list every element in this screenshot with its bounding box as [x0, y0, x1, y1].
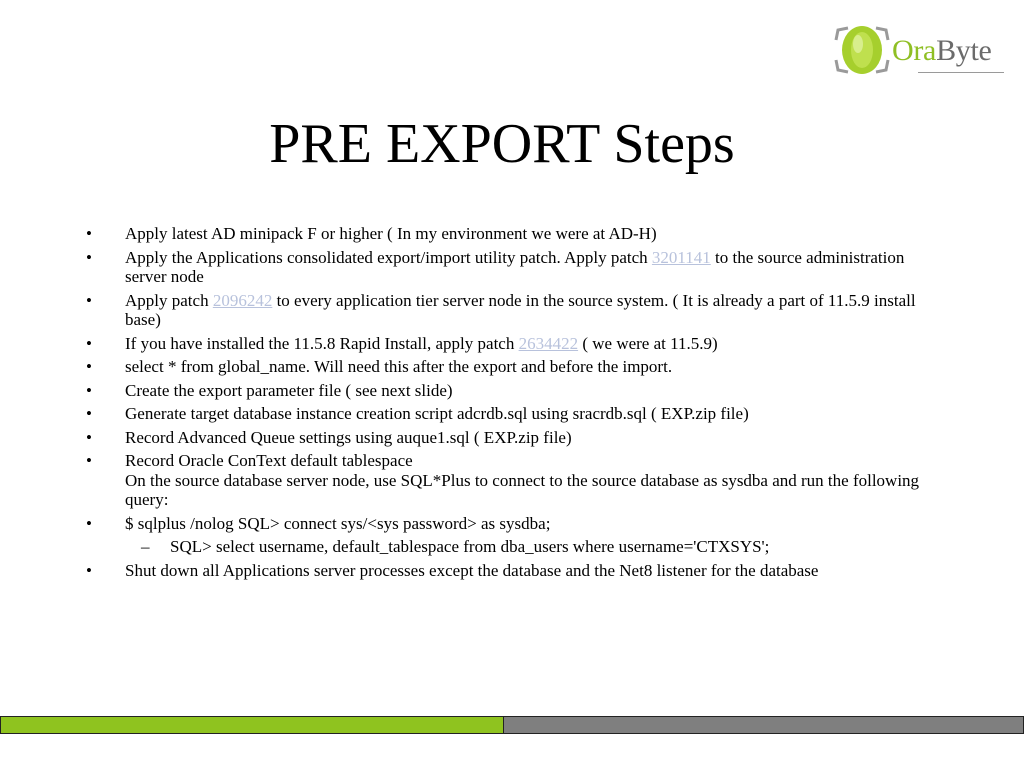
bullet-marker: •	[86, 451, 92, 470]
bullet-text: to every application tier server node in the source system. ( It is already a part of 11.5.9 install base)	[125, 290, 916, 329]
orabyte-logo-mark-icon	[832, 22, 894, 78]
orabyte-logo	[832, 22, 1010, 78]
bullet-text: $ sqlplus /nolog SQL> connect sys/<sys password> as sysdba;	[125, 513, 551, 533]
bullet-marker: •	[86, 513, 92, 533]
footer-bar-green-segment	[0, 717, 503, 733]
bullet-marker: •	[86, 290, 92, 310]
bullet-item	[84, 428, 934, 448]
slide-title: PRE EXPORT Steps	[269, 113, 735, 175]
bullet-marker: •	[86, 333, 92, 353]
bullet-text: Apply the Applications consolidated export/import utility patch. Apply patch	[125, 247, 652, 267]
patch-link-2096242[interactable]: 2096242	[212, 290, 273, 310]
bullet-marker: •	[86, 404, 92, 423]
bullet-text: to the source administration server node	[125, 247, 905, 286]
logo-wordmark-ora: Ora	[892, 34, 937, 67]
bullet-item	[84, 291, 934, 330]
logo-wordmark	[892, 34, 992, 68]
sub-bullet-item	[84, 537, 934, 557]
bullet-marker: •	[86, 357, 92, 376]
bullet-item	[84, 451, 934, 510]
bullet-marker: •	[86, 380, 92, 400]
bullet-item	[84, 334, 934, 354]
bullet-text: Generate target database instance creation script adcrdb.sql using sracrdb.sql ( EXP.zip file)	[125, 404, 749, 423]
patch-link-2634422[interactable]: 2634422	[518, 333, 579, 353]
bullet-list	[84, 224, 934, 584]
bullet-marker: •	[86, 427, 92, 447]
bullet-text: Record Advanced Queue settings using auque1.sql ( EXP.zip file)	[125, 427, 572, 447]
bullet-text: Create the export parameter file ( see next slide)	[125, 380, 453, 400]
bullet-item	[84, 561, 934, 581]
logo-wordmark-byte: Byte	[936, 34, 992, 67]
bullet-text: Shut down all Applications server processes except the database and the Net8 listener for the database	[125, 560, 819, 580]
sub-bullet-marker: –	[141, 537, 150, 556]
bullet-item	[84, 404, 934, 424]
bullet-text: Apply patch	[125, 290, 213, 310]
bullet-item	[84, 357, 934, 377]
bullet-text-line1: Record Oracle ConText default tablespace	[125, 451, 413, 470]
bullet-text: select * from global_name. Will need this after the export and before the import.	[125, 357, 673, 376]
bullet-item	[84, 381, 934, 401]
bullet-text-line2: On the source database server node, use SQL*Plus to connect to the source database as sysdba and run the following query:	[125, 470, 920, 509]
bullet-text: Apply latest AD minipack F or higher ( In my environment we were at AD-H)	[125, 224, 657, 243]
bullet-text: If you have installed the 11.5.8 Rapid Install, apply patch	[125, 333, 519, 353]
bullet-marker: •	[86, 247, 92, 267]
bullet-marker: •	[86, 224, 92, 243]
bullet-item	[84, 224, 934, 244]
bullet-marker: •	[86, 560, 92, 580]
logo-underline	[918, 72, 1004, 73]
footer-bar	[0, 716, 1024, 734]
bullet-text: ( we were at 11.5.9)	[578, 333, 718, 353]
bullet-item	[84, 248, 934, 287]
bullet-item	[84, 514, 934, 534]
patch-link-3201141[interactable]: 3201141	[651, 247, 711, 267]
footer-bar-gray-segment	[503, 717, 1024, 733]
bullet-text: SQL> select username, default_tablespace from dba_users where username='CTXSYS';	[170, 537, 770, 556]
